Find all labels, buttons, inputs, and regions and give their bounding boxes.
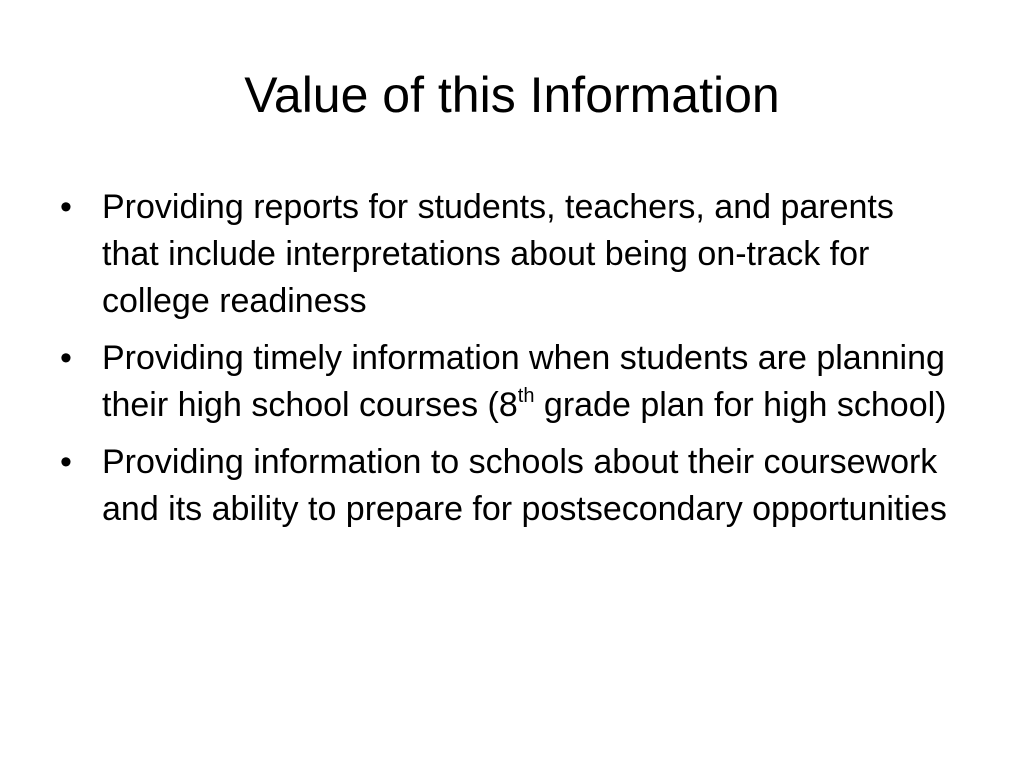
bullet-item-timely-information	[60, 335, 960, 429]
bullet-item-reports	[60, 184, 960, 325]
bullet-text-part: grade plan for high school)	[534, 386, 947, 424]
bullet-list	[60, 184, 960, 543]
ordinal-superscript: th	[517, 385, 535, 407]
slide-title: Value of this Information	[244, 67, 780, 123]
bullet-text-part: Providing timely information when students are planning their high school courses (8	[102, 339, 945, 424]
bullet-text: Providing information to schools about their coursework and its ability to prepare for postsecondary opportunities	[102, 443, 947, 528]
bullet-icon: •	[60, 443, 72, 481]
bullet-text	[102, 339, 947, 424]
bullet-icon: •	[60, 339, 72, 377]
bullet-icon: •	[60, 188, 72, 226]
bullet-item-schools	[60, 439, 960, 533]
bullet-text: Providing reports for students, teachers, and parents that include interpretations about being on-track for college readiness	[102, 188, 894, 320]
